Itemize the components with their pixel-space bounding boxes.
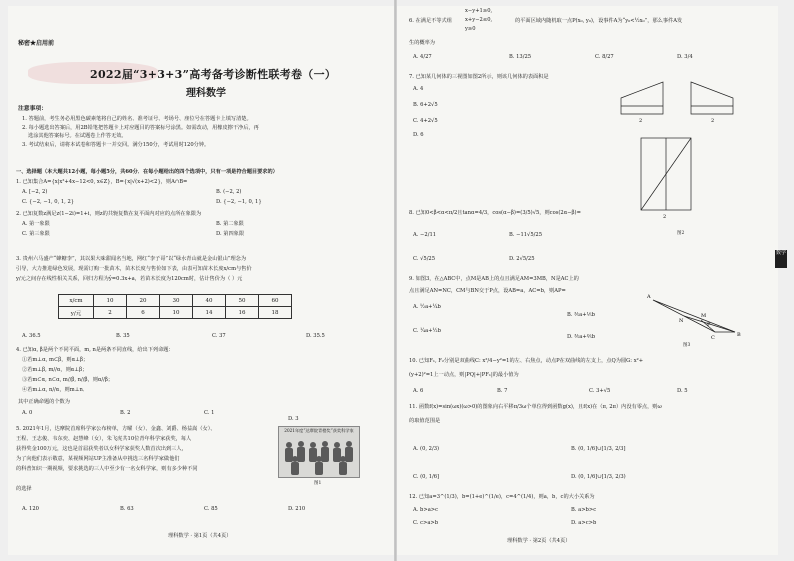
q12-option-c: C. c>a>b: [413, 520, 439, 526]
q2-option-d: D. 第四象限: [216, 231, 245, 237]
inequality-2: x+y−2≤0,: [465, 17, 493, 23]
table-cell: 50: [226, 295, 259, 307]
exam-title: 2022届“3+3+3”高考备考诊断性联考卷（一）: [90, 68, 337, 81]
triangle-abc: [653, 300, 735, 332]
dimension-label: 2: [711, 118, 715, 124]
question-11-line: 11. 函数f(x)=sin(ωx)(ω>0)的图象向右平移π/3ω个单位得到函数g(x)，且f(x)在（π, 2π）内没有零点，则ω: [409, 404, 662, 410]
q7-option-a: A. 4: [413, 86, 424, 92]
note-line: 3. 考试结束后，请将本试卷和答题卡一并交回。满分150分，考试用时120分钟。: [22, 142, 210, 148]
question-10-line: (y+2)²=1上一动点，则|PQ|+|PF₁|的最小值为: [409, 372, 519, 378]
q7-option-d: D. 6: [413, 132, 424, 138]
q6-option-a: A. 4/27: [413, 54, 432, 60]
table-cell: 14: [193, 307, 226, 319]
q7-option-b: B. 6+2√5: [413, 102, 438, 108]
table-cell: 20: [127, 295, 160, 307]
q10-option-c: C. 3+√5: [589, 388, 611, 394]
note-line: 选涂其他答案标号。在试题卷上作答无效。: [28, 133, 127, 139]
q4-option-b: B. 2: [120, 410, 131, 416]
q9-option-c: C. ¼a+½b: [413, 328, 441, 334]
question-8: 8. 已知0<β<α<π/2且tanα=4/3，cos(α−β)=(3/5)√5，则cos(2α−β)=: [409, 210, 581, 216]
table-cell: 40: [193, 295, 226, 307]
q9-option-b: B. ⅗a+⅕b: [567, 312, 595, 318]
q6-option-b: B. 13/25: [509, 54, 532, 60]
q12-option-b: B. a>b>c: [571, 507, 597, 513]
q8-option-b: B. −11√5/25: [509, 232, 543, 238]
scientists-photo: [278, 426, 360, 478]
q12-option-d: D. a>c>b: [571, 520, 597, 526]
table-cell: 10: [94, 295, 127, 307]
question-5-line: 的科普知识一期视频，要求挑选的三人中至少有一名女科学家，则有多少种不同: [16, 466, 198, 472]
q12-option-a: A. b>a>c: [413, 507, 439, 513]
q10-option-d: D. 5: [677, 388, 688, 394]
inequality-1: x−y+1≥0,: [465, 8, 493, 14]
question-11-line: 的取值范围是: [409, 418, 441, 424]
question-5-line: 为了向他们表示敬意，某视频网站UP主准备从中挑选三名科学家做他们: [16, 456, 180, 462]
table-row: [59, 307, 292, 319]
question-2: 2. 已知复数z满足z(1−2i)=1+i，则z的共轭复数在复平面内对应的点所在象限为: [16, 211, 202, 217]
dimension-label: 2: [663, 214, 667, 220]
q1-option-b: B. (−2, 2): [216, 189, 242, 195]
question-6: 6. 在满足不等式组: [409, 18, 452, 24]
q2-option-c: C. 第三象限: [22, 231, 50, 237]
page-footer: 理科数学 · 第2页（共4页）: [507, 538, 571, 544]
q11-option-d: D. (0, 1/6]∪[1/3, 2/3): [571, 474, 626, 480]
question-3-line: 3. 贵州六马盛产“蜂糖李”，其以果大味甜闻名当地，网红“李子哥”以“绿水青山就是金山银山”理念为: [16, 256, 247, 262]
dimension-label: 2: [639, 118, 643, 124]
q6-option-c: C. 8/27: [595, 54, 614, 60]
q5-option-c: C. 85: [204, 506, 218, 512]
question-3-line: 引导，大力推进绿色发展，现需订购一批苗木，苗木长度与售价如下表，由表可知苗木长度x/cm与售价: [16, 266, 252, 272]
three-view-figure: [619, 76, 737, 224]
side-tab: 数学: [775, 250, 787, 268]
question-5-line: 获得奖金100万元，这也是首届获奖者以女科学家获奖人数首次出到三人，: [16, 446, 187, 452]
figure-1-label: 图1: [314, 481, 322, 486]
q4-ask: 其中正确命题的个数为: [18, 399, 70, 405]
question-4: 4. 已知α, β是两个不同平面，m, n是两条不同直线，给出下列命题：: [16, 347, 174, 353]
right-page: [397, 6, 778, 555]
table-cell: 16: [226, 307, 259, 319]
note-line: 2. 每小题选出答案后，用2B铅笔把答题卡上对应题目的答案标号涂黑。如需改动，用橡皮擦干净后，再: [22, 125, 259, 131]
q5-option-a: A. 120: [22, 506, 39, 512]
q1-option-d: D. {−2, −1, 0, 1}: [216, 199, 262, 205]
point-label: M: [701, 313, 707, 319]
q10-option-a: A. 6: [413, 388, 424, 394]
inequality-3: y≥0: [465, 26, 476, 32]
q9-option-a: A. ½a+¼b: [413, 304, 441, 310]
question-5-line: 的选择: [16, 486, 32, 492]
q4-option-d: D. 3: [288, 416, 299, 422]
q10-option-b: B. 7: [497, 388, 508, 394]
q2-option-b: B. 第二象限: [216, 221, 244, 227]
q5-option-d: D. 210: [288, 506, 306, 512]
table-cell: y/元: [59, 307, 94, 319]
question-6-cont: 的平面区域内随机取一点P(x₀, y₀)，设事件A为“y₀<½x₀”，那么事件A发: [515, 18, 683, 24]
table-cell: 2: [94, 307, 127, 319]
q3-option-d: D. 35.5: [306, 333, 325, 339]
notes-title: 注意事项：: [18, 106, 47, 112]
length-price-table: [58, 294, 292, 319]
q8-option-a: A. −2/11: [413, 232, 437, 238]
q9-option-d: D. ⅗a+⅖b: [567, 334, 596, 340]
side-view-shape: [691, 82, 733, 114]
point-label: B: [737, 332, 741, 338]
question-9-line: 9. 如图3，在△ABC中，点M是AB上的点且满足AM=3MB，N是AC上的: [409, 276, 579, 282]
q4-option-c: C. 1: [204, 410, 215, 416]
q1-option-c: C. {−2, −1, 0, 1, 2}: [22, 199, 75, 205]
q11-option-b: B. (0, 1/6]∪[1/3, 2/3]: [571, 446, 626, 452]
note-line: 1. 答题前，考生务必用黑色碳素笔将自己的姓名、准考证号、考场号、座位号在答题卡上填写清楚。: [22, 116, 252, 122]
q3-option-b: B. 35: [116, 333, 130, 339]
question-1: 1. 已知集合A={x|x²+4x−12<0, x∈Z}，B={x|√(x+2)<2}，则A∩B=: [16, 179, 188, 185]
photo-caption: 2021年度“达摩院青橙奖”获奖科学家: [284, 428, 354, 433]
triangle-figure: [643, 284, 743, 340]
question-12: 12. 已知a=3^(1/3)，b=(1+e)^(1/e)，c=4^(1/4)，则a，b，c的大小关系为: [409, 494, 595, 500]
table-cell: 18: [259, 307, 292, 319]
q1-option-a: A. [−2, 2): [22, 189, 48, 195]
q4-item: ③若m⊂α, n⊂α, m//β, n//β，则α//β；: [22, 377, 114, 383]
q4-item: ②若m⊥β, m//α，则α⊥β；: [22, 367, 88, 373]
q4-item: ④若m⊥α, n//α，则m⊥n．: [22, 387, 89, 393]
q6-option-d: D. 3/4: [677, 54, 693, 60]
table-cell: 60: [259, 295, 292, 307]
q7-option-c: C. 4+2√5: [413, 118, 438, 124]
left-page: [8, 6, 394, 555]
point-label: C: [711, 335, 715, 340]
q4-item: ①若m⊥α, m⊂β，则α⊥β；: [22, 357, 89, 363]
q2-option-a: A. 第一象限: [22, 221, 50, 227]
table-cell: 30: [160, 295, 193, 307]
section-heading: 一、选择题（本大题共12小题，每小题5分，共60分．在每小题给出的四个选项中，只有一项是符合题目要求的）: [16, 169, 278, 175]
point-label: N: [679, 318, 684, 324]
front-view-shape: [621, 82, 663, 114]
scientists-photo-figures: [279, 427, 359, 477]
question-3-line: y/元之间存在线性相关关系，回归方程为ŷ=0.3x+a，若苗木长度为120cm时，估计售价为（ ）元: [16, 276, 243, 282]
question-5-line: 王程、王志俊、韦东奕、赵慧峰（女），朱飞虎共10位青年科学家获奖，每人: [16, 436, 192, 442]
q5-option-b: B. 63: [120, 506, 134, 512]
q8-option-d: D. 2√5/25: [509, 256, 535, 262]
subject-title: 理科数学: [186, 88, 226, 99]
figure-2-label: 图2: [677, 231, 685, 236]
question-5-line: 5. 2021年1月，达摩院首席科学家公布榜单，方曜（女）、金鑫、刘爵、杨益嵩（女）、: [16, 426, 216, 432]
page-footer: 理科数学 · 第1页（共4页）: [168, 533, 232, 539]
q4-option-a: A. 0: [22, 410, 33, 416]
question-7: 7. 已知某几何体的三视图如图2所示，则该几何体的表面积是: [409, 74, 549, 80]
point-label: A: [647, 294, 651, 300]
point-label: P: [707, 322, 711, 328]
question-6-cont: 生的概率为: [409, 40, 435, 46]
q8-option-c: C. √5/25: [413, 256, 436, 262]
table-cell: x/cm: [59, 295, 94, 307]
q11-option-a: A. (0, 2/3): [413, 446, 440, 452]
q3-option-a: A. 36.5: [22, 333, 41, 339]
q3-option-c: C. 37: [212, 333, 226, 339]
q11-option-c: C. (0, 1/6]: [413, 474, 440, 480]
question-9-line: 点且满足AN=NC，CM与BN交于P点，设AB=a，AC=b，则AP=: [409, 288, 566, 294]
table-cell: 6: [127, 307, 160, 319]
table-cell: 10: [160, 307, 193, 319]
question-10-line: 10. 已知F₁, F₂分别是双曲线C: x²/4−y²=1的左、右焦点，动点P在双曲线的左支上，点Q为圆G: x²+: [409, 358, 644, 364]
table-row: [59, 295, 292, 307]
secret-label: 秘密★启用前: [18, 40, 55, 47]
figure-3-label: 图3: [683, 343, 691, 348]
